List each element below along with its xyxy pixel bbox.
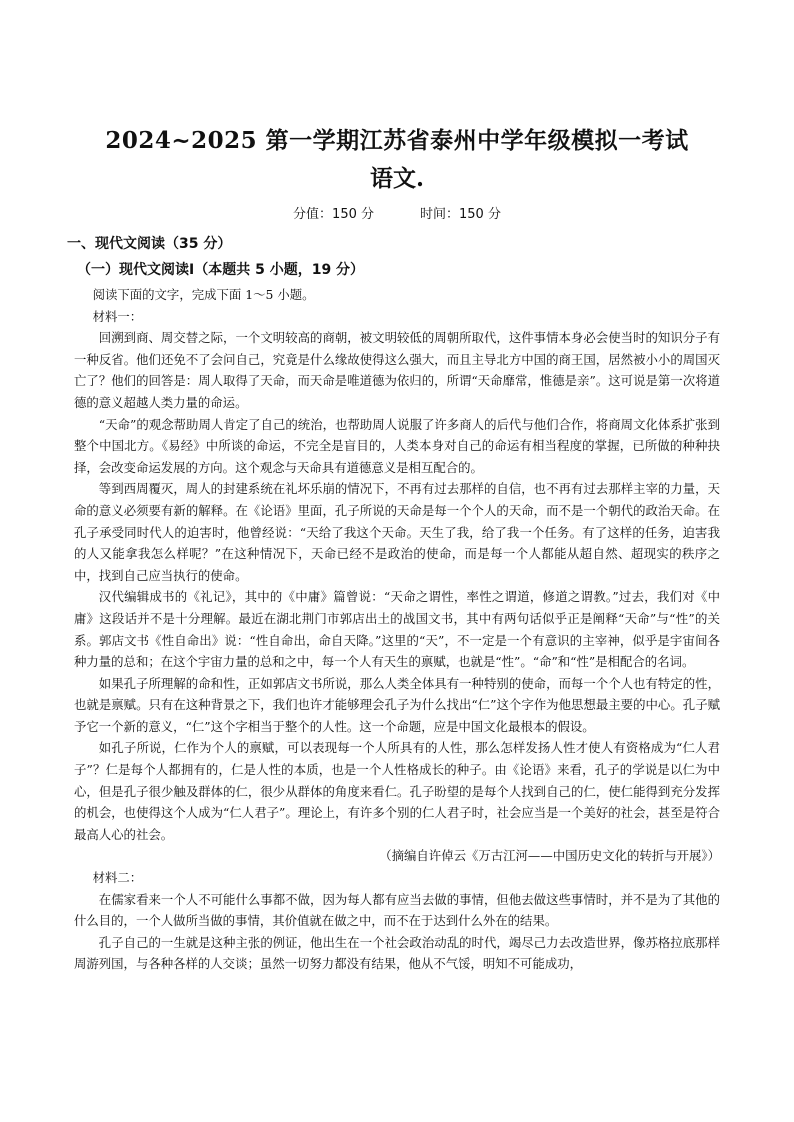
time-label: 时间：150 分 <box>420 207 501 222</box>
paragraph: 如孔子所说，仁作为个人的禀赋，可以表现每一个人所具有的人性，那么怎样发扬人性才使人有资格成为“仁人君子”？仁是每个人都拥有的，仁是人性的本质，也是一个人性格成长的种子。由《论语》来看，孔子的学说是以仁为中心，但是孔子很少触及群体的仁，很少从群体的角度来看仁。孔子盼望的是每个人找到自己的仁，使仁能得到充分发挥的机会，也使得这个人成为“仁人君子”。理论上，有许多个别的仁人君子时，社会应当是一个美好的社会，甚至是符合最高人心的社会。 <box>74 740 720 842</box>
subsection-heading: （一）现代文阅读Ⅰ（本题共 5 小题，19 分） <box>77 262 365 278</box>
subject-title: 语文. <box>369 165 424 192</box>
paragraph: 回溯到商、周交替之际，一个文明较高的商朝，被文明较低的周朝所取代，这件事情本身必会使当时的知识分子有一种反省。他们还免不了会问自己，究竟是什么缘故使得这么强大，而且主导北方中国的商王国，居然被小小的周国灭亡了？他们的回答是：周人取得了天命，而天命是唯道德为依归的，所谓“天命靡常，惟德是亲”。这可说是第一次将道德的意义超越人类力量的命运。 <box>74 330 720 410</box>
score-label: 分值：150 分 <box>293 207 374 222</box>
reading-passage <box>74 284 720 975</box>
section-heading: 一、现代文阅读（35 分） <box>67 236 232 252</box>
material-label: 材料二： <box>92 870 143 886</box>
paragraph: 汉代编辑成书的《礼记》，其中的《中庸》篇曾说：“天命之谓性，率性之谓道，修道之谓教。”过去，我们对《中庸》这段话并不是十分理解。最近在湖北荆门市郭店出土的战国文书，其中有两句话似乎正是阐释“天命”与“性”的关系。郭店文书《性自命出》说：“性自命出，命自天降。”这里的“天”，不一定是一个有意识的主宰神，似乎是宇宙间各种力量的总和；在这个宇宙力量的总和之中，每一个人有天生的禀赋，也就是“性”。“命”和“性”是相配合的名词。 <box>74 589 720 670</box>
paragraph: 如果孔子所理解的命和性，正如郭店文书所说，那么人类全体具有一种特别的使命，而每一个个人也有特定的性，也就是禀赋。只有在这种背景之下，我们也许才能够理会孔子为什么找出“仁”这个字作为他思想最主要的中心。孔子赋予它一个新的意义，“仁”这个字相当于整个的人性。这一个命题，应是中国文化最根本的假设。 <box>74 675 720 734</box>
paragraph: “天命”的观念帮助周人肯定了自己的统治，也帮助周人说服了许多商人的后代与他们合作，将商周文化体系扩张到整个中国北方。《易经》中所谈的命运，不完全是盲目的，人类本身对自己的命运有相当程度的掌握，已所做的种种抉择，会改变命运发展的方向。这个观念与天命具有道德意义是相互配合的。 <box>74 416 720 475</box>
exam-title: 2024~2025 第一学期江苏省泰州中学年级模拟一考试 <box>105 127 689 154</box>
paragraph: 在儒家看来一个人不可能什么事都不做，因为每人都有应当去做的事情，但他去做这些事情时，并不是为了其他的什么目的，一个人做所当做的事情，其价值就在做之中，而不在于达到什么外在的结果。 <box>74 891 720 929</box>
instruction-text: 阅读下面的文字，完成下面 1～5 小题。 <box>92 287 315 302</box>
material-label: 材料一： <box>92 308 143 324</box>
source-citation: （摘编自许倬云《万古江河——中国历史文化的转折与开展》） <box>379 848 720 864</box>
paragraph: 孔子自己的一生就是这种主张的例证，他出生在一个社会政治动乱的时代，竭尽己力去改造世界，像苏格拉底那样周游列国，与各种各样的人交谈；虽然一切努力都没有结果，他从不气馁，明知不可能成功， <box>74 934 720 972</box>
exam-meta <box>0 206 794 224</box>
paragraph: 等到西周覆灭，周人的封建系统在礼坏乐崩的情况下，不再有过去那样的自信，也不再有过去那样主宰的力量，天命的意义必须要有新的解释。在《论语》里面，孔子所说的天命是每一个个人的天命，而不是一个朝代的政治天命。在孔子承受同时代人的迫害时，他曾经说：“天给了我这个天命。天生了我，给了我一个任务。有了这样的任务，迫害我的人又能拿我怎么样呢？”在这种情况下，天命已经不是政治的使命，而是每一个人都能从超自然、超现实的秩序之中，找到自己应当执行的使命。 <box>74 481 720 583</box>
